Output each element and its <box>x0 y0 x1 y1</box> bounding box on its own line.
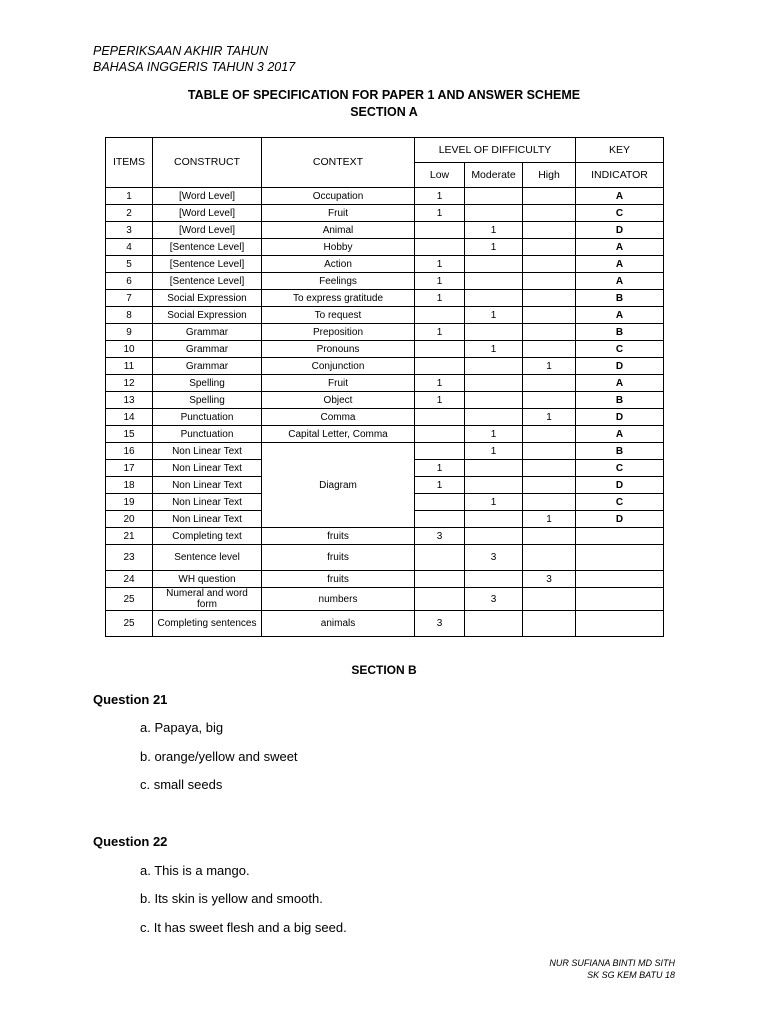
cell-context: Object <box>262 392 415 409</box>
cell-high <box>523 611 576 637</box>
cell-context: fruits <box>262 528 415 545</box>
cell-context: To request <box>262 307 415 324</box>
cell-moderate <box>465 324 523 341</box>
cell-construct: Spelling <box>153 375 262 392</box>
cell-construct: [Word Level] <box>153 222 262 239</box>
table-body <box>106 188 664 637</box>
cell-high <box>523 460 576 477</box>
question-22-answer-a: a. This is a mango. <box>140 863 250 878</box>
cell-context: animals <box>262 611 415 637</box>
cell-item: 9 <box>106 324 153 341</box>
table-row <box>106 222 664 239</box>
cell-item: 3 <box>106 222 153 239</box>
cell-key: A <box>576 188 664 205</box>
cell-construct: WH question <box>153 571 262 588</box>
section-a-heading: SECTION A <box>350 105 418 119</box>
cell-key: B <box>576 324 664 341</box>
cell-high <box>523 426 576 443</box>
cell-high <box>523 341 576 358</box>
cell-moderate <box>465 273 523 290</box>
cell-construct: Non Linear Text <box>153 477 262 494</box>
table-row <box>106 341 664 358</box>
cell-moderate: 3 <box>465 588 523 611</box>
cell-construct: [Word Level] <box>153 188 262 205</box>
cell-low <box>415 494 465 511</box>
cell-low <box>415 409 465 426</box>
cell-construct: Completing text <box>153 528 262 545</box>
cell-moderate: 1 <box>465 341 523 358</box>
table-row <box>106 571 664 588</box>
cell-high: 3 <box>523 571 576 588</box>
cell-key <box>576 588 664 611</box>
table-row <box>106 611 664 637</box>
cell-key: A <box>576 307 664 324</box>
cell-item: 2 <box>106 205 153 222</box>
header-context: CONTEXT <box>262 138 415 188</box>
cell-high <box>523 222 576 239</box>
cell-construct: Grammar <box>153 358 262 375</box>
cell-construct: [Word Level] <box>153 205 262 222</box>
cell-construct: Spelling <box>153 392 262 409</box>
cell-low: 1 <box>415 205 465 222</box>
cell-item: 10 <box>106 341 153 358</box>
cell-item: 21 <box>106 528 153 545</box>
cell-low <box>415 222 465 239</box>
cell-context: Hobby <box>262 239 415 256</box>
cell-context: Capital Letter, Comma <box>262 426 415 443</box>
question-22-answer-c: c. It has sweet flesh and a big seed. <box>140 920 347 935</box>
table-row <box>106 273 664 290</box>
cell-high <box>523 588 576 611</box>
cell-high: 1 <box>523 409 576 426</box>
cell-context: Pronouns <box>262 341 415 358</box>
cell-construct: Non Linear Text <box>153 511 262 528</box>
cell-high: 1 <box>523 358 576 375</box>
cell-key: C <box>576 460 664 477</box>
cell-construct: Non Linear Text <box>153 494 262 511</box>
cell-construct: [Sentence Level] <box>153 239 262 256</box>
cell-low <box>415 571 465 588</box>
cell-high <box>523 290 576 307</box>
cell-context: Occupation <box>262 188 415 205</box>
cell-low: 1 <box>415 256 465 273</box>
page-title: TABLE OF SPECIFICATION FOR PAPER 1 AND ANSWER SCHEME <box>187 88 581 102</box>
cell-key: B <box>576 392 664 409</box>
cell-context: Diagram <box>262 443 415 528</box>
cell-context: Fruit <box>262 205 415 222</box>
cell-moderate <box>465 460 523 477</box>
table-row <box>106 256 664 273</box>
header-moderate: Moderate <box>465 163 523 188</box>
cell-low: 1 <box>415 188 465 205</box>
cell-low: 3 <box>415 528 465 545</box>
cell-high <box>523 307 576 324</box>
cell-key <box>576 545 664 571</box>
cell-key: A <box>576 426 664 443</box>
question-21-answer-c: c. small seeds <box>140 777 223 792</box>
cell-context: Comma <box>262 409 415 426</box>
question-21-title: Question 21 <box>93 692 168 707</box>
cell-high <box>523 375 576 392</box>
cell-moderate <box>465 256 523 273</box>
header-key: KEY <box>576 138 664 163</box>
cell-key: B <box>576 290 664 307</box>
header-level-of-difficulty: LEVEL OF DIFFICULTY <box>415 138 576 163</box>
cell-key: C <box>576 494 664 511</box>
document-header <box>93 43 295 75</box>
cell-high <box>523 494 576 511</box>
cell-low <box>415 511 465 528</box>
cell-low <box>415 341 465 358</box>
cell-key: C <box>576 341 664 358</box>
cell-low <box>415 307 465 324</box>
cell-context: Preposition <box>262 324 415 341</box>
cell-moderate <box>465 511 523 528</box>
cell-moderate <box>465 205 523 222</box>
cell-moderate <box>465 611 523 637</box>
author-footer <box>549 957 675 981</box>
table-row <box>106 358 664 375</box>
cell-low: 1 <box>415 324 465 341</box>
cell-key: A <box>576 256 664 273</box>
cell-key: A <box>576 239 664 256</box>
cell-low: 1 <box>415 460 465 477</box>
cell-high <box>523 256 576 273</box>
question-21-answer-b: b. orange/yellow and sweet <box>140 749 298 764</box>
cell-construct: Punctuation <box>153 409 262 426</box>
cell-key: D <box>576 409 664 426</box>
cell-low <box>415 443 465 460</box>
header-construct: CONSTRUCT <box>153 138 262 188</box>
cell-construct: Social Expression <box>153 290 262 307</box>
header-high: High <box>523 163 576 188</box>
cell-moderate <box>465 392 523 409</box>
cell-moderate <box>465 409 523 426</box>
cell-item: 25 <box>106 588 153 611</box>
table-row <box>106 290 664 307</box>
cell-moderate: 1 <box>465 222 523 239</box>
cell-low <box>415 239 465 256</box>
question-22-title: Question 22 <box>93 834 168 849</box>
cell-moderate <box>465 188 523 205</box>
table-row <box>106 188 664 205</box>
cell-context: To express gratitude <box>262 290 415 307</box>
cell-item: 19 <box>106 494 153 511</box>
question-21-answer-a: a. Papaya, big <box>140 720 224 735</box>
cell-key: A <box>576 375 664 392</box>
cell-moderate <box>465 571 523 588</box>
cell-high <box>523 239 576 256</box>
cell-construct: [Sentence Level] <box>153 256 262 273</box>
cell-high <box>523 477 576 494</box>
cell-context: numbers <box>262 588 415 611</box>
cell-key: D <box>576 477 664 494</box>
cell-high <box>523 528 576 545</box>
table-row <box>106 528 664 545</box>
cell-item: 23 <box>106 545 153 571</box>
cell-construct: Sentence level <box>153 545 262 571</box>
school-name: SK SG KEM BATU 18 <box>587 970 675 980</box>
cell-low: 1 <box>415 477 465 494</box>
cell-construct: Social Expression <box>153 307 262 324</box>
cell-low <box>415 426 465 443</box>
table-row <box>106 409 664 426</box>
cell-high: 1 <box>523 511 576 528</box>
header-indicator: INDICATOR <box>576 163 664 188</box>
cell-item: 17 <box>106 460 153 477</box>
cell-key: D <box>576 222 664 239</box>
cell-item: 13 <box>106 392 153 409</box>
author-name: NUR SUFIANA BINTI MD SITH <box>549 958 675 968</box>
cell-moderate <box>465 477 523 494</box>
cell-moderate: 1 <box>465 494 523 511</box>
cell-moderate <box>465 358 523 375</box>
cell-context: fruits <box>262 545 415 571</box>
cell-low <box>415 358 465 375</box>
cell-item: 6 <box>106 273 153 290</box>
cell-construct: Punctuation <box>153 426 262 443</box>
cell-moderate <box>465 290 523 307</box>
cell-moderate: 1 <box>465 239 523 256</box>
cell-low: 1 <box>415 273 465 290</box>
cell-key <box>576 571 664 588</box>
cell-key: C <box>576 205 664 222</box>
cell-construct: Completing sentences <box>153 611 262 637</box>
cell-moderate <box>465 375 523 392</box>
cell-construct: Non Linear Text <box>153 460 262 477</box>
cell-key: D <box>576 511 664 528</box>
specification-table <box>105 137 664 637</box>
section-b-heading: SECTION B <box>351 663 417 677</box>
header-items: ITEMS <box>106 138 153 188</box>
cell-moderate: 1 <box>465 426 523 443</box>
exam-title: PEPERIKSAAN AKHIR TAHUN <box>93 44 269 58</box>
cell-high <box>523 273 576 290</box>
cell-low <box>415 588 465 611</box>
cell-item: 20 <box>106 511 153 528</box>
table-row <box>106 205 664 222</box>
cell-item: 5 <box>106 256 153 273</box>
table-row <box>106 307 664 324</box>
cell-moderate: 1 <box>465 307 523 324</box>
header-low: Low <box>415 163 465 188</box>
cell-context: Fruit <box>262 375 415 392</box>
cell-item: 15 <box>106 426 153 443</box>
cell-item: 24 <box>106 571 153 588</box>
cell-key: A <box>576 273 664 290</box>
cell-construct: Grammar <box>153 341 262 358</box>
cell-high <box>523 545 576 571</box>
cell-moderate <box>465 528 523 545</box>
cell-high <box>523 324 576 341</box>
table-row <box>106 392 664 409</box>
cell-item: 4 <box>106 239 153 256</box>
exam-subtitle: BAHASA INGGERIS TAHUN 3 2017 <box>93 60 296 74</box>
cell-low: 3 <box>415 611 465 637</box>
cell-low: 1 <box>415 375 465 392</box>
cell-context: Action <box>262 256 415 273</box>
cell-context: Animal <box>262 222 415 239</box>
cell-moderate: 3 <box>465 545 523 571</box>
table-row <box>106 545 664 571</box>
cell-item: 14 <box>106 409 153 426</box>
cell-item: 25 <box>106 611 153 637</box>
cell-item: 7 <box>106 290 153 307</box>
cell-item: 18 <box>106 477 153 494</box>
cell-high <box>523 443 576 460</box>
cell-context: fruits <box>262 571 415 588</box>
cell-high <box>523 188 576 205</box>
table-row <box>106 324 664 341</box>
cell-context: Conjunction <box>262 358 415 375</box>
cell-key: B <box>576 443 664 460</box>
question-22-answer-b: b. Its skin is yellow and smooth. <box>140 891 323 906</box>
cell-construct: Non Linear Text <box>153 443 262 460</box>
cell-context: Feelings <box>262 273 415 290</box>
cell-high <box>523 392 576 409</box>
cell-item: 1 <box>106 188 153 205</box>
cell-key <box>576 611 664 637</box>
table-row <box>106 588 664 611</box>
cell-key <box>576 528 664 545</box>
table-row <box>106 443 664 460</box>
cell-item: 8 <box>106 307 153 324</box>
cell-low: 1 <box>415 392 465 409</box>
cell-item: 16 <box>106 443 153 460</box>
cell-item: 11 <box>106 358 153 375</box>
cell-low <box>415 545 465 571</box>
cell-low: 1 <box>415 290 465 307</box>
cell-construct: Numeral and word form <box>153 588 262 611</box>
cell-item: 12 <box>106 375 153 392</box>
cell-key: D <box>576 358 664 375</box>
cell-high <box>523 205 576 222</box>
table-row <box>106 375 664 392</box>
table-row <box>106 239 664 256</box>
cell-moderate: 1 <box>465 443 523 460</box>
table-row <box>106 426 664 443</box>
cell-construct: Grammar <box>153 324 262 341</box>
cell-construct: [Sentence Level] <box>153 273 262 290</box>
